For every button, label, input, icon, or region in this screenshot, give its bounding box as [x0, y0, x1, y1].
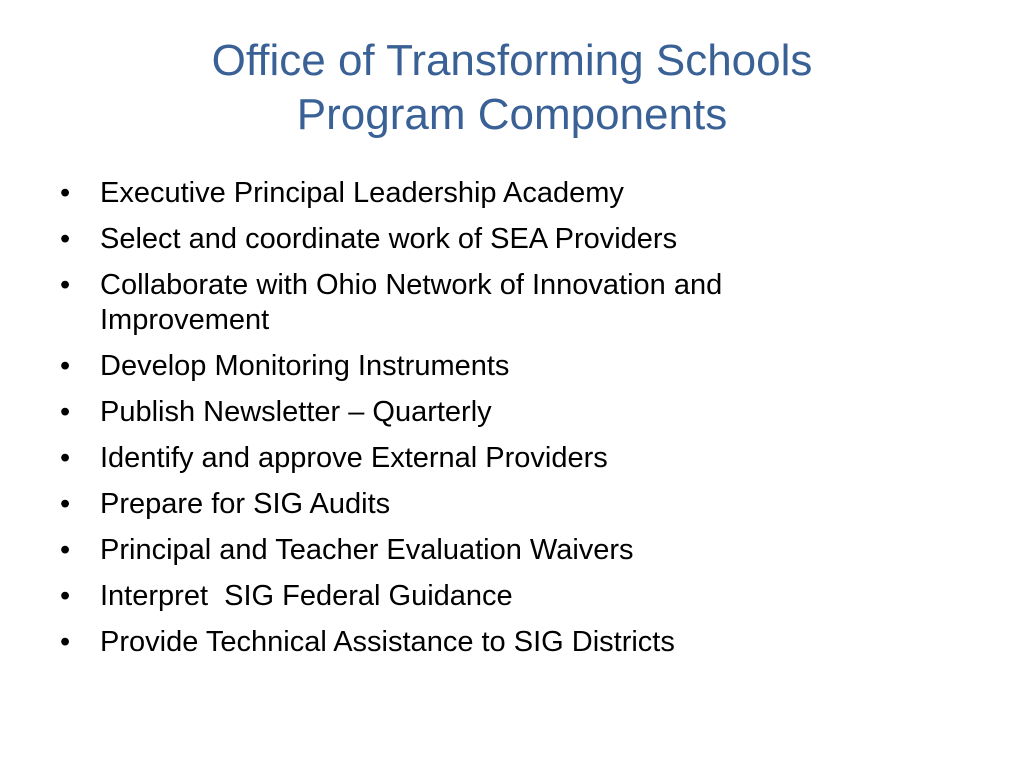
bullet-icon: •	[60, 626, 71, 658]
list-item-text: Prepare for SIG Audits	[100, 488, 391, 520]
list-item-text: Identify and approve External Providers	[100, 442, 608, 474]
list-item	[58, 533, 898, 568]
list-item	[58, 176, 898, 211]
list-item-text: Principal and Teacher Evaluation Waivers	[100, 534, 634, 566]
list-item	[58, 395, 898, 430]
bullet-icon: •	[60, 223, 71, 255]
list-item-text: Executive Principal Leadership Academy	[100, 177, 624, 209]
bullet-icon: •	[60, 442, 71, 474]
bullet-list	[58, 176, 898, 671]
list-item	[58, 579, 898, 614]
slide-title	[60, 34, 964, 142]
bullet-icon: •	[60, 534, 71, 566]
bullet-icon: •	[60, 488, 71, 520]
list-item	[58, 268, 898, 338]
list-item	[58, 487, 898, 522]
list-item	[58, 349, 898, 384]
list-item-text: Collaborate with Ohio Network of Innovation and Improvement	[100, 269, 723, 336]
list-item	[58, 441, 898, 476]
bullet-icon: •	[60, 177, 71, 209]
bullet-icon: •	[60, 396, 71, 428]
list-item	[58, 625, 898, 660]
bullet-icon: •	[60, 350, 71, 382]
title-line-1: Office of Transforming Schools	[211, 36, 813, 85]
title-line-2: Program Components	[296, 90, 728, 139]
bullet-icon: •	[60, 580, 71, 612]
list-item-text: Interpret SIG Federal Guidance	[100, 580, 513, 612]
list-item-text: Develop Monitoring Instruments	[100, 350, 510, 382]
bullet-icon: •	[60, 269, 71, 301]
list-item-text: Provide Technical Assistance to SIG Districts	[100, 626, 675, 658]
list-item-text: Publish Newsletter – Quarterly	[100, 396, 492, 428]
list-item	[58, 222, 898, 257]
list-item-text: Select and coordinate work of SEA Providers	[100, 223, 678, 255]
